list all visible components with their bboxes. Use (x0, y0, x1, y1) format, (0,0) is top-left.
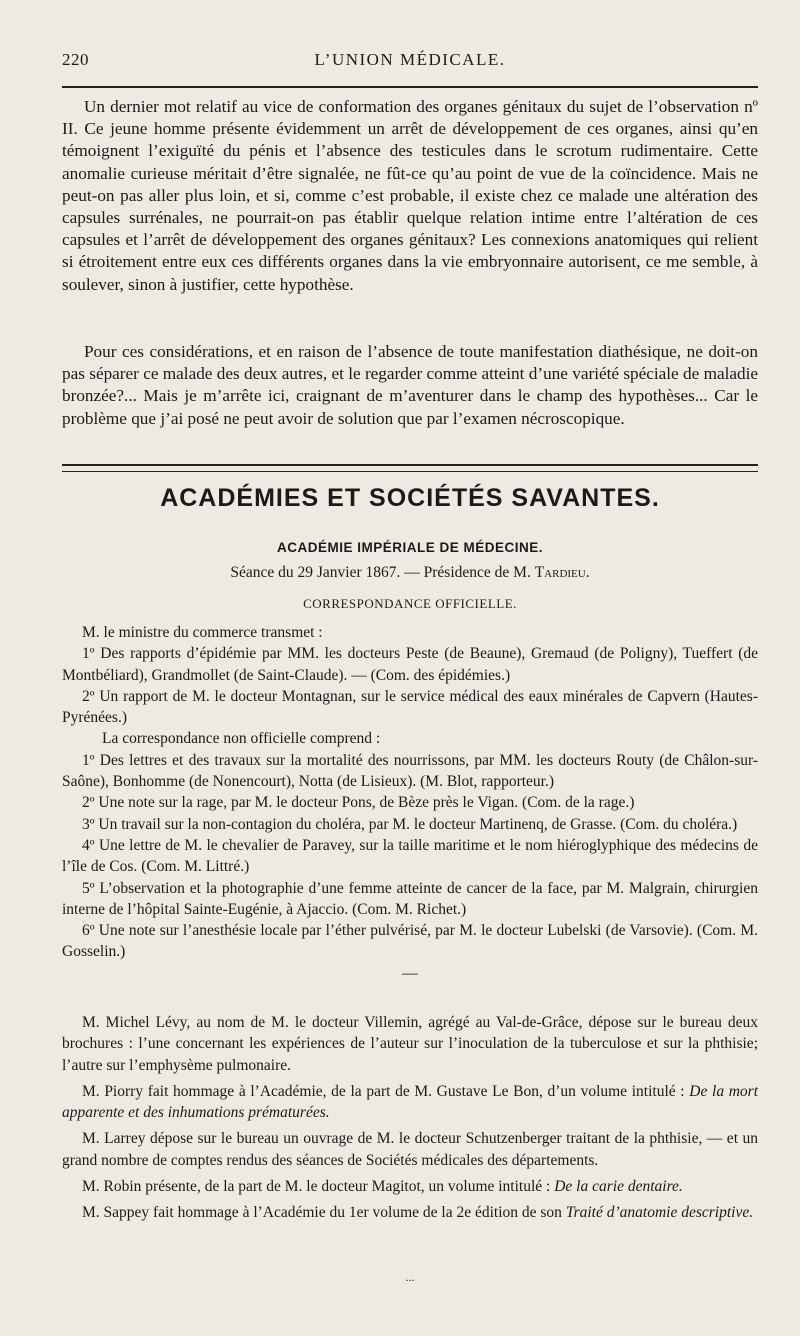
header-rule (62, 86, 758, 88)
correspondence-item-1: 1º Des rapports d’épidémie par MM. les docteurs Peste (de Beaune), Gremaud (de Poligny), Tueffert (de Montbéliard), Grandmollet (de Saint-Claude). — (Com. des épidémies.) (62, 645, 758, 684)
correspondence-unofficial-intro: La correspondance non officielle comprend : (102, 730, 381, 748)
correspondence-unofficial-1: 1º Des lettres et des travaux sur la mortalité des nourrissons, par MM. les docteurs Routy (de Châlon-sur-Saône), Bonhomme (de Nonencourt), Notta (de Lisieux). (M. Blot, rapporteur.) (62, 751, 758, 791)
hommage-sappey-title: Traité d’anatomie descriptive. (565, 1204, 754, 1222)
page-header (62, 50, 758, 76)
paragraph-observation (62, 96, 758, 296)
page-end-mark: ... (405, 1270, 415, 1284)
correspondence-list (62, 622, 758, 984)
correspondence-item-2: 2º Un rapport de M. le docteur Montagnan, sur le service médical des eaux minérales de Capvern (Hautes-Pyrénées.) (62, 687, 758, 727)
correspondence-unofficial-4: 4º Une lettre de M. le chevalier de Paravey, sur la taille maritime et le nom hiéroglyphique des médecins de l’île de Cos. (Com. M. Littré.) (62, 836, 758, 876)
section-title: ACADÉMIES ET SOCIÉTÉS SAVANTES. (160, 484, 660, 512)
hommage-piorry-text: M. Piorry fait hommage à l’Académie, de la part de M. Gustave Le Bon, d’un volume intitulé : (82, 1082, 685, 1100)
section-divider (62, 464, 758, 472)
hommage-piorry (62, 1081, 758, 1124)
paragraph-considerations (62, 341, 758, 430)
correspondence-unofficial-3: 3º Un travail sur la non-contagion du choléra, par M. le docteur Martinenq, de Grasse. (Com. du choléra.) (82, 815, 738, 833)
hommage-robin-title: De la carie dentaire. (554, 1178, 683, 1196)
paragraph-observation-text: Un dernier mot relatif au vice de conformation des organes génitaux du sujet de l’observation nº II. Ce jeune homme présente évidemment un arrêt de développement de ces organes, ainsi qu’en témoignent l’exiguïté du pénis et l’absence des testicules dans le scrotum rudimentaire. Cette anomalie curieuse méritait d’être signalée, ne fût-ce qu’au point de vue de la coïncidence. Mais ne peut-on pas aller plus loin, et si, comme c’est probable, il existe chez ce malade une altération des capsules surrénales, ne pourrait-on pas établir quelque relation intime entre l’altération de ces capsules et l’arrêt de développement des organes génitaux? Les connexions anatomiques qui relient si étroitement entre eux ces différents organes dans la vie embryonnaire autorisent, ce me semble, à soulever, sinon à justifier, cette hypothèse. (62, 97, 758, 294)
hommage-robin (62, 1176, 758, 1197)
hommage-larrey: M. Larrey dépose sur le bureau un ouvrage de M. le docteur Schutzenberger traitant de la phthisie, — et un grand nombre de comptes rendus des séances de Sociétés médicales des départements. (62, 1130, 758, 1169)
seance-period: . (585, 564, 590, 581)
page-number: 220 (62, 50, 89, 69)
seance-line (62, 564, 758, 582)
correspondence-unofficial-5: 5º L’observation et la photographie d’une femme atteinte de cancer de la face, par M. Malgrain, chirurgien interne de l’hôpital Sainte-Eugénie, à Ajaccio. (Com. M. Richet.) (62, 879, 758, 918)
correspondence-title: CORRESPONDANCE OFFICIELLE. (303, 596, 517, 611)
correspondence-minister: M. le ministre du commerce transmet : (82, 624, 323, 641)
correspondence-unofficial-2: 2º Une note sur la rage, par M. le docteur Pons, de Bèze près le Vigan. (Com. de la rage.) (82, 794, 635, 812)
paragraph-considerations-text: Pour ces considérations, et en raison de l’absence de toute manifestation diathésique, ne doit-on pas séparer ce malade des deux autres, et le regarder comme atteint d’une variété spéciale de maladie bronzée?... Mais je m’arrête ici, craignant de m’aventurer dans le champ des hypothèses... Car le problème que j’ai posé ne peut avoir de solution que par l’examen nécroscopique. (62, 342, 758, 428)
hommage-sappey (62, 1202, 758, 1223)
separator-dash: — (402, 964, 418, 982)
hommage-robin-text: M. Robin présente, de la part de M. le docteur Magitot, un volume intitulé : (82, 1178, 551, 1196)
seance-prefix: Séance du 29 Janvier 1867. — Présidence de M. (230, 564, 531, 581)
academy-title: ACADÉMIE IMPÉRIALE DE MÉDECINE. (276, 540, 544, 555)
hommage-levy: M. Michel Lévy, au nom de M. le docteur Villemin, agrégé au Val-de-Grâce, dépose sur le bureau deux brochures : l’une concernant les expériences de l’auteur sur l’inoculation de la tuberculose et sur la phthisie; l’autre sur l’emphysème pulmonaire. (62, 1014, 758, 1074)
hommage-piorry-title: De la mort apparente et des inhumations prématurées. (62, 1082, 759, 1122)
hommages-list (62, 1012, 758, 1224)
correspondence-unofficial-6: 6º Une note sur l’anesthésie locale par l’éther pulvérisé, par M. le docteur Lubelski (de Varsovie). (Com. M. Gosselin.) (62, 922, 758, 961)
seance-president: Tardieu (534, 564, 586, 581)
journal-title: L’UNION MÉDICALE. (314, 50, 506, 69)
hommage-sappey-text: M. Sappey fait hommage à l’Académie du 1er volume de la 2e édition de son (82, 1204, 562, 1222)
